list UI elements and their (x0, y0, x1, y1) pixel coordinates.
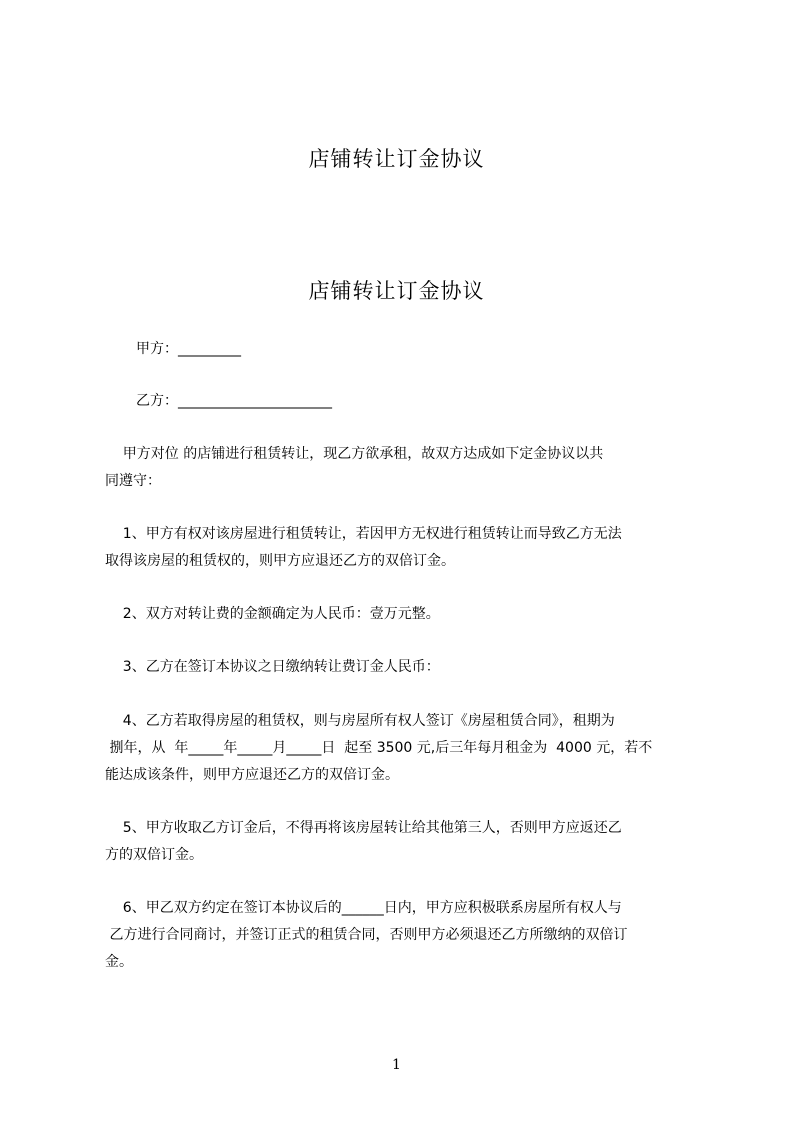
clause-4-line-1: 4、乙方若取得房屋的租赁权，则与房屋所有权人签订《房屋租赁合同》，租期为 (105, 713, 615, 729)
intro-line-1: 甲方对位 的店铺进行租赁转让，现乙方欲承租，故双方达成如下定金协议以共 (105, 446, 604, 462)
clause-3-line-1: 3、乙方在签订本协议之日缴纳转让费订金人民币： (105, 659, 440, 675)
clause-6-line-3: 金。 (105, 954, 133, 970)
party-b-field: 乙方：______________________ (136, 393, 332, 409)
clause-6-line-1: 6、甲乙双方约定在签订本协议后的______日内，甲方应积极联系房屋所有权人与 (105, 900, 622, 916)
clause-5-line-1: 5、甲方收取乙方订金后，不得再将该房屋转让给其他第三人，否则甲方应返还乙 (105, 820, 622, 836)
document-title: 店铺转让订金协议 (308, 279, 485, 303)
clause-6-line-2: 乙方进行合同商讨，并签订正式的租赁合同，否则甲方必须退还乙方所缴纳的双倍订 (105, 927, 628, 943)
clause-2-line-1: 2、双方对转让费的金额确定为人民币：壹万元整。 (105, 606, 440, 622)
clause-4-line-3: 能达成该条件，则甲方应退还乙方的双倍订金。 (105, 767, 399, 783)
page-number: 1 (392, 1057, 401, 1073)
clause-5-line-2: 方的双倍订金。 (105, 847, 203, 863)
clause-1-line-2: 取得该房屋的租赁权的，则甲方应退还乙方的双倍订金。 (105, 553, 455, 569)
clause-1-line-1: 1、甲方有权对该房屋进行租赁转让，若因甲方无权进行租赁转让而导致乙方无法 (105, 526, 622, 542)
intro-line-2: 同遵守： (105, 473, 161, 489)
party-a-field: 甲方：_________ (136, 341, 241, 357)
header-title: 店铺转让订金协议 (308, 147, 485, 171)
clause-4-line-2: 捌年，从 年_____年_____月_____日 起至 3500 元,后三年每月租金为 4000 元，若不 (105, 740, 653, 756)
